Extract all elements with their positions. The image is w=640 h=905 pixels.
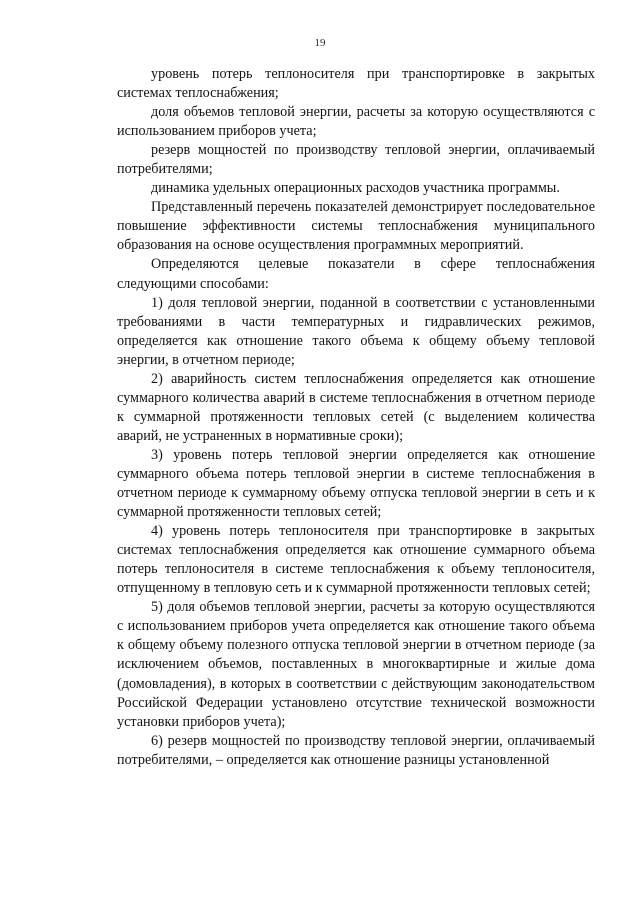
paragraph: 5) доля объемов тепловой энергии, расчеты за которую осуществляются с использованием приборов учета определяется как отношение такого объема к общему объему полезного отпуска тепловой энергии в отчетном периоде (за исключением объемов, поставленных в многоквартирные и жилые дома (домовладения), в которых в соответствии с действующим законодательством Российской Федерации установлено отсутствие технической возможности установки приборов учета);: [117, 599, 595, 730]
paragraph: 1) доля тепловой энергии, поданной в соответствии с установленными требованиями в части температурных и гидравлических режимов, определяется как отношение такого объема к общему объему тепловой энергии, в отчетном периоде;: [117, 294, 595, 368]
paragraph: динамика удельных операционных расходов участника программы.: [151, 180, 560, 197]
paragraph: Представленный перечень показателей демонстрирует последовательное повышение эффективности системы теплоснабжения муниципального образования на основе осуществления программных мероприятий.: [117, 199, 595, 254]
paragraph: уровень потерь теплоносителя при транспортировке в закрытых системах теплоснабжения;: [117, 66, 595, 102]
paragraph: Определяются целевые показатели в сфере теплоснабжения следующими способами:: [117, 256, 595, 292]
paragraph: 2) аварийность систем теплоснабжения определяется как отношение суммарного количества аварий в системе теплоснабжения в отчетном периоде к суммарной протяженности тепловых сетей (с выделением количества аварий, не устраненных в нормативные сроки);: [117, 370, 595, 444]
paragraph: резерв мощностей по производству тепловой энергии, оплачиваемый потребителями;: [117, 142, 595, 178]
paragraph: доля объемов тепловой энергии, расчеты за которую осуществляются с использованием приборов учета;: [117, 104, 595, 140]
paragraph: 6) резерв мощностей по производству тепловой энергии, оплачиваемый потребителями, – определяется как отношение разницы установленной: [117, 732, 595, 768]
page-number: 19: [314, 37, 326, 49]
document-body: [117, 65, 595, 770]
paragraph: 3) уровень потерь тепловой энергии определяется как отношение суммарного объема потерь тепловой энергии в системе теплоснабжения в отчетном периоде к суммарному объему отпуска тепловой энергии в сеть и к суммарной протяженности тепловых сетей;: [117, 446, 595, 521]
paragraph: 4) уровень потерь теплоносителя при транспортировке в закрытых системах теплоснабжения определяется как отношение суммарного объема потерь теплоносителя в системе теплоснабжения к объему теплоносителя, отпущенному в тепловую сеть и к суммарной протяженности тепловых сетей;: [117, 523, 595, 597]
